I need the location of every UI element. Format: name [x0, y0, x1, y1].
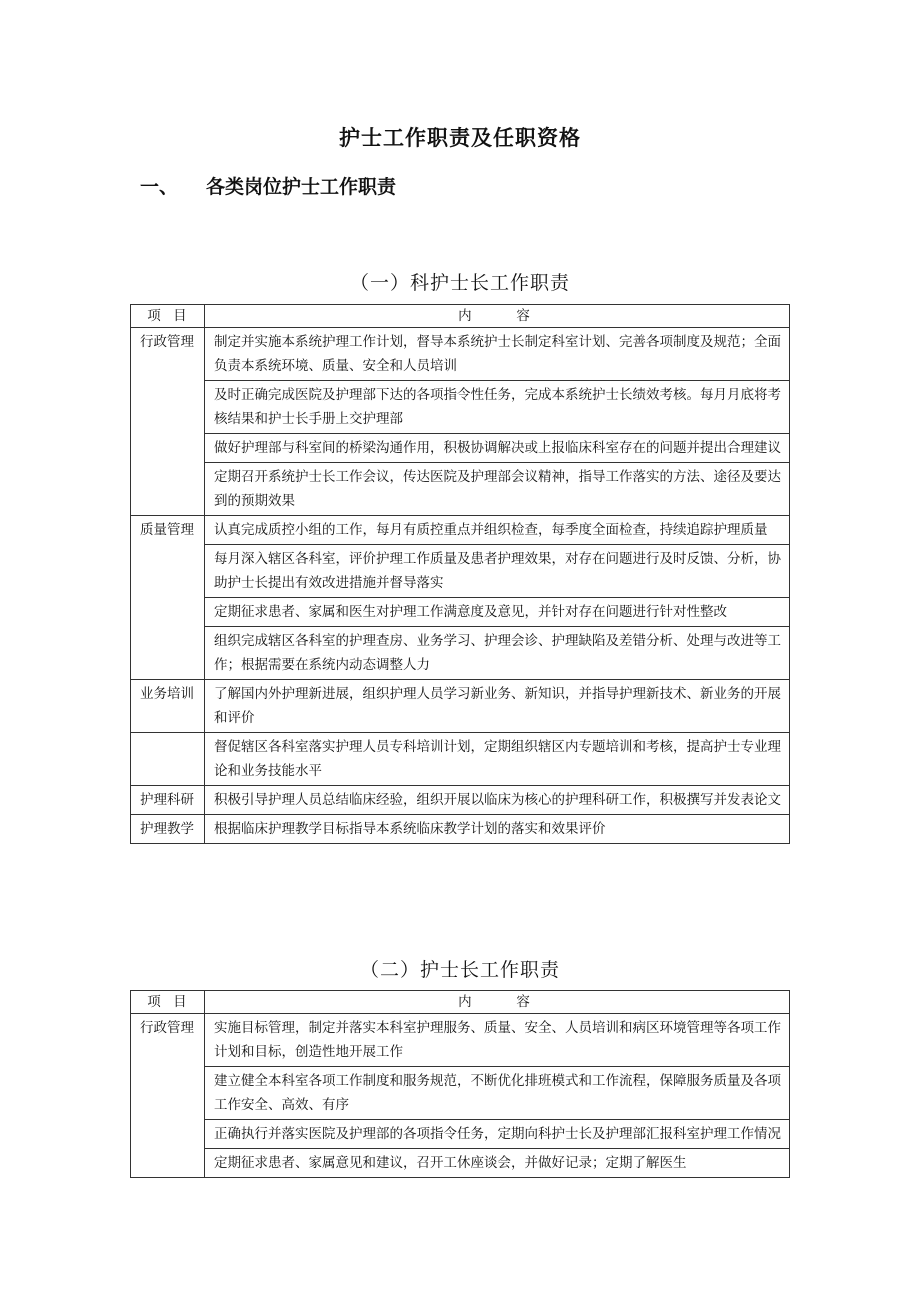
table-row: [131, 1014, 790, 1067]
table-row: [131, 545, 790, 598]
table-row: [131, 680, 790, 733]
content-cell: 认真完成质控小组的工作，每月有质控重点并组织检查，每季度全面检查，持续追踪护理质量: [205, 516, 790, 545]
table-row: [131, 516, 790, 545]
content-cell: 及时正确完成医院及护理部下达的各项指令性任务，完成本系统护士长绩效考核。每月月底将考核结果和护士长手册上交护理部: [205, 381, 790, 434]
header-content: 内 容: [205, 991, 790, 1014]
content-cell: 了解国内外护理新进展，组织护理人员学习新业务、新知识，并指导护理新技术、新业务的开展和评价: [205, 680, 790, 733]
content-cell: 积极引导护理人员总结临床经验，组织开展以临床为核心的护理科研工作，积极撰写并发表论文: [205, 786, 790, 815]
header-item: 项 目: [131, 305, 205, 328]
content-cell: 定期召开系统护士长工作会议，传达医院及护理部会议精神，指导工作落实的方法、途径及要达到的预期效果: [205, 463, 790, 516]
table-row: [131, 463, 790, 516]
table-row: [131, 786, 790, 815]
table-row: [131, 1067, 790, 1120]
table-header-row: [131, 991, 790, 1014]
table-row: [131, 1149, 790, 1178]
ward-head-nurse-duties-table: [130, 990, 790, 1178]
category-cell: [131, 733, 205, 786]
content-cell: 正确执行并落实医院及护理部的各项指令任务，定期向科护士长及护理部汇报科室护理工作情况: [205, 1120, 790, 1149]
content-cell: 定期征求患者、家属意见和建议，召开工休座谈会，并做好记录；定期了解医生: [205, 1149, 790, 1178]
section-heading-text: 各类岗位护士工作职责: [206, 176, 397, 198]
content-cell: 制定并实施本系统护理工作计划，督导本系统护士长制定科室计划、完善各项制度及规范；全面负责本系统环境、质量、安全和人员培训: [205, 328, 790, 381]
category-cell: 业务培训: [131, 680, 205, 733]
category-cell: 行政管理: [131, 1014, 205, 1178]
content-cell: 做好护理部与科室间的桥梁沟通作用，积极协调解决或上报临床科室存在的问题并提出合理建议: [205, 434, 790, 463]
section-heading: [140, 172, 396, 199]
table-row: [131, 1120, 790, 1149]
table-row: [131, 815, 790, 844]
table-row: [131, 733, 790, 786]
header-item: 项 目: [131, 991, 205, 1014]
content-cell: 每月深入辖区各科室，评价护理工作质量及患者护理效果，对存在问题进行及时反馈、分析，协助护士长提出有效改进措施并督导落实: [205, 545, 790, 598]
table-row: [131, 434, 790, 463]
content-cell: 建立健全本科室各项工作制度和服务规范，不断优化排班模式和工作流程，保障服务质量及各项工作安全、高效、有序: [205, 1067, 790, 1120]
section-number: 一、: [140, 176, 179, 198]
table-header-row: [131, 305, 790, 328]
table-row: [131, 598, 790, 627]
category-cell: 质量管理: [131, 516, 205, 680]
table1-title: （一）科护士长工作职责: [349, 272, 570, 294]
category-cell: 行政管理: [131, 328, 205, 516]
content-cell: 定期征求患者、家属和医生对护理工作满意度及意见，并针对存在问题进行针对性整改: [205, 598, 790, 627]
table-row: [131, 627, 790, 680]
table2-title: （二）护士长工作职责: [359, 959, 560, 981]
content-cell: 督促辖区各科室落实护理人员专科培训计划，定期组织辖区内专题培训和考核，提高护士专业理论和业务技能水平: [205, 733, 790, 786]
header-content: 内 容: [205, 305, 790, 328]
category-cell: 护理教学: [131, 815, 205, 844]
table-row: [131, 381, 790, 434]
content-cell: 实施目标管理，制定并落实本科室护理服务、质量、安全、人员培训和病区环境管理等各项工作计划和目标，创造性地开展工作: [205, 1014, 790, 1067]
head-nurse-duties-table: [130, 304, 790, 844]
page-bottom-margin: [0, 1188, 920, 1302]
content-cell: 根据临床护理教学目标指导本系统临床教学计划的落实和效果评价: [205, 815, 790, 844]
content-cell: 组织完成辖区各科室的护理查房、业务学习、护理会诊、护理缺陷及差错分析、处理与改进等工作；根据需要在系统内动态调整人力: [205, 627, 790, 680]
table-row: [131, 328, 790, 381]
document-title: 护士工作职责及任职资格: [339, 125, 581, 150]
category-cell: 护理科研: [131, 786, 205, 815]
